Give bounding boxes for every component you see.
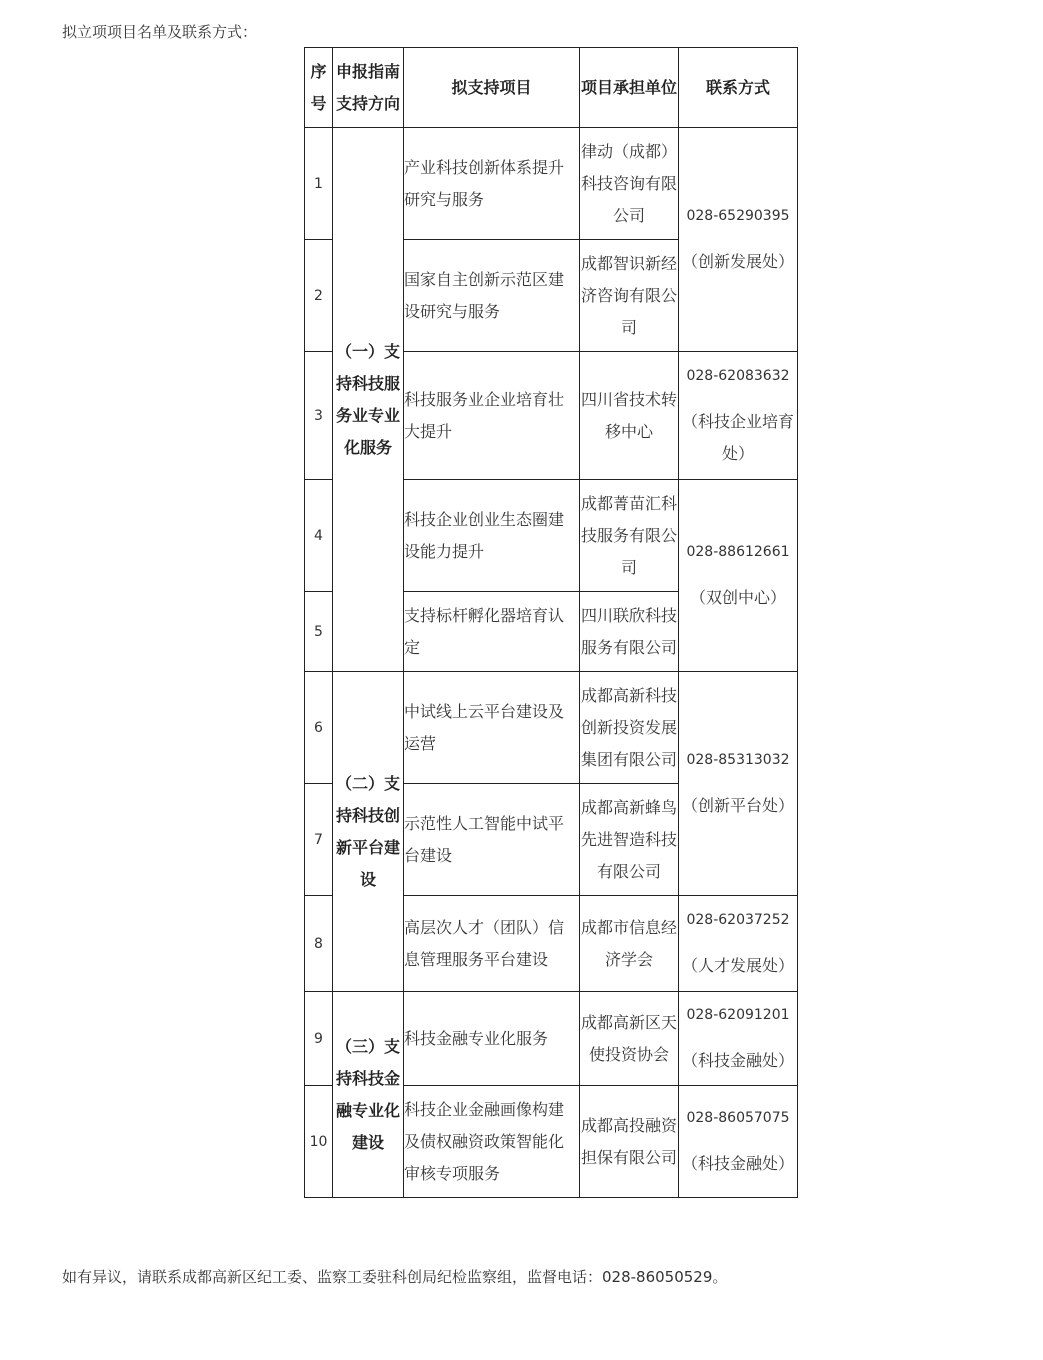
direction-cell-1: （一）支持科技服务业专业化服务 <box>333 128 404 672</box>
contact-office: （科技金融处） <box>681 1153 794 1173</box>
row-number: 9 <box>305 992 333 1086</box>
project-name: 高层次人才（团队）信息管理服务平台建设 <box>404 896 580 992</box>
project-name: 国家自主创新示范区建设研究与服务 <box>404 240 580 352</box>
header-unit: 项目承担单位 <box>580 48 679 128</box>
project-unit: 成都菁苗汇科技服务有限公司 <box>580 480 679 592</box>
project-unit: 四川省技术转移中心 <box>580 352 679 480</box>
intro-text: 拟立项项目名单及联系方式： <box>62 23 258 41</box>
contact-cell <box>679 672 798 896</box>
contact-cell <box>679 1086 798 1198</box>
project-name: 产业科技创新体系提升研究与服务 <box>404 128 580 240</box>
contact-phone: 028-62037252 <box>686 911 790 928</box>
row-number: 7 <box>305 784 333 896</box>
table-row <box>305 992 798 1086</box>
project-unit: 律动（成都）科技咨询有限公司 <box>580 128 679 240</box>
contact-phone: 028-65290395 <box>686 207 790 224</box>
project-unit: 成都高新科技创新投资发展集团有限公司 <box>580 672 679 784</box>
row-number: 5 <box>305 592 333 672</box>
direction-cell-3: （三）支持科技金融专业化建设 <box>333 992 404 1198</box>
project-name: 科技企业金融画像构建及债权融资政策智能化审核专项服务 <box>404 1086 580 1198</box>
contact-office: （双创中心） <box>689 587 786 607</box>
contact-cell <box>679 480 798 672</box>
project-name: 科技服务业企业培育壮大提升 <box>404 352 580 480</box>
table-row <box>305 672 798 784</box>
row-number: 8 <box>305 896 333 992</box>
header-direction: 申报指南支持方向 <box>333 48 404 128</box>
contact-cell <box>679 128 798 352</box>
header-index: 序号 <box>305 48 333 128</box>
contact-cell <box>679 352 798 480</box>
project-name: 支持标杆孵化器培育认定 <box>404 592 580 672</box>
project-name: 中试线上云平台建设及运营 <box>404 672 580 784</box>
contact-phone: 028-62091201 <box>686 1006 790 1023</box>
contact-phone: 028-62083632 <box>686 367 790 384</box>
contact-office: （创新发展处） <box>681 251 794 271</box>
header-project: 拟支持项目 <box>404 48 580 128</box>
row-number: 2 <box>305 240 333 352</box>
project-unit: 成都市信息经济学会 <box>580 896 679 992</box>
contact-office: （科技企业培育处） <box>681 411 794 463</box>
project-name: 示范性人工智能中试平台建设 <box>404 784 580 896</box>
contact-office: （科技金融处） <box>681 1050 794 1070</box>
footer-note: 如有异议，请联系成都高新区纪工委、监察工委驻科创局纪检监察组，监督电话：028-86050529。 <box>62 1268 728 1286</box>
contact-phone: 028-85313032 <box>686 751 790 768</box>
project-unit: 成都高投融资担保有限公司 <box>580 1086 679 1198</box>
row-number: 6 <box>305 672 333 784</box>
row-number: 10 <box>305 1086 333 1198</box>
contact-phone: 028-86057075 <box>686 1109 790 1126</box>
contact-cell <box>679 992 798 1086</box>
project-name: 科技金融专业化服务 <box>404 992 580 1086</box>
row-number: 3 <box>305 352 333 480</box>
table-header-row <box>305 48 798 128</box>
row-number: 1 <box>305 128 333 240</box>
table-row <box>305 128 798 240</box>
contact-cell <box>679 896 798 992</box>
contact-office: （人才发展处） <box>681 955 794 975</box>
header-contact: 联系方式 <box>679 48 798 128</box>
project-unit: 成都智识新经济咨询有限公司 <box>580 240 679 352</box>
direction-cell-2: （二）支持科技创新平台建设 <box>333 672 404 992</box>
project-unit: 成都高新区天使投资协会 <box>580 992 679 1086</box>
contact-office: （创新平台处） <box>681 795 794 815</box>
row-number: 4 <box>305 480 333 592</box>
project-table <box>304 47 798 1198</box>
project-unit: 四川联欣科技服务有限公司 <box>580 592 679 672</box>
contact-phone: 028-88612661 <box>686 543 790 560</box>
project-name: 科技企业创业生态圈建设能力提升 <box>404 480 580 592</box>
project-unit: 成都高新蜂鸟先进智造科技有限公司 <box>580 784 679 896</box>
